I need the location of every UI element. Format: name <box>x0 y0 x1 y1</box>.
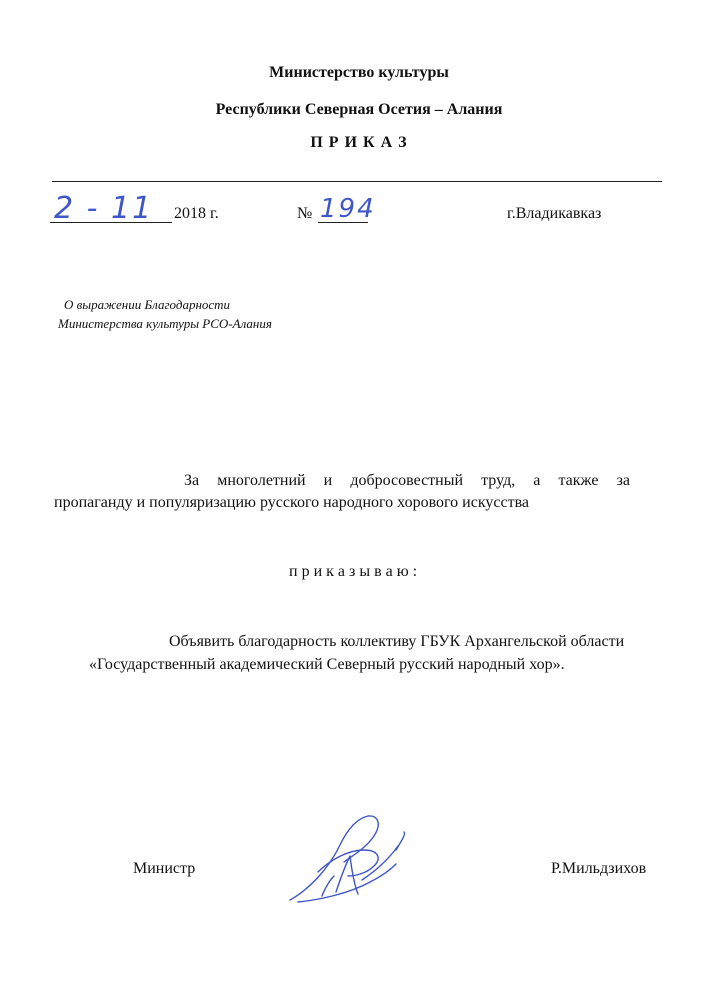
header-divider <box>52 181 662 182</box>
date-field <box>50 191 172 226</box>
subject-line-1: О выражении Благодарности <box>64 297 231 312</box>
handwritten-signature <box>278 810 418 910</box>
date-handwritten: 2 - 11 <box>54 191 154 226</box>
preamble-line-1: За многолетний и добросовестный труд, а также за <box>184 472 630 489</box>
city: г.Владикавказ <box>507 205 602 222</box>
number-field <box>318 194 376 224</box>
subject-line-2: Министерства культуры РСО-Алания <box>58 316 272 331</box>
order-word: п р и к а з ы в а ю : <box>289 563 418 580</box>
signatory-position: Министр <box>133 860 196 877</box>
preamble-line-2: пропаганду и популяризацию русского народного хорового искусства <box>54 494 530 511</box>
number-handwritten: 194 <box>320 194 376 224</box>
document-type: П Р И К А З <box>310 134 408 151</box>
order-line-2: «Государственный академический Северный русский народный хор». <box>89 656 565 673</box>
republic-name: Республики Северная Осетия – Алания <box>215 101 503 118</box>
date-year: 2018 г. <box>174 205 219 222</box>
number-sign: № <box>297 205 313 222</box>
ministry-name: Министерство культуры <box>269 64 449 81</box>
signatory-name: Р.Мильдзихов <box>551 860 647 877</box>
order-line-1: Объявить благодарность коллективу ГБУК Архангельской области <box>169 633 625 650</box>
